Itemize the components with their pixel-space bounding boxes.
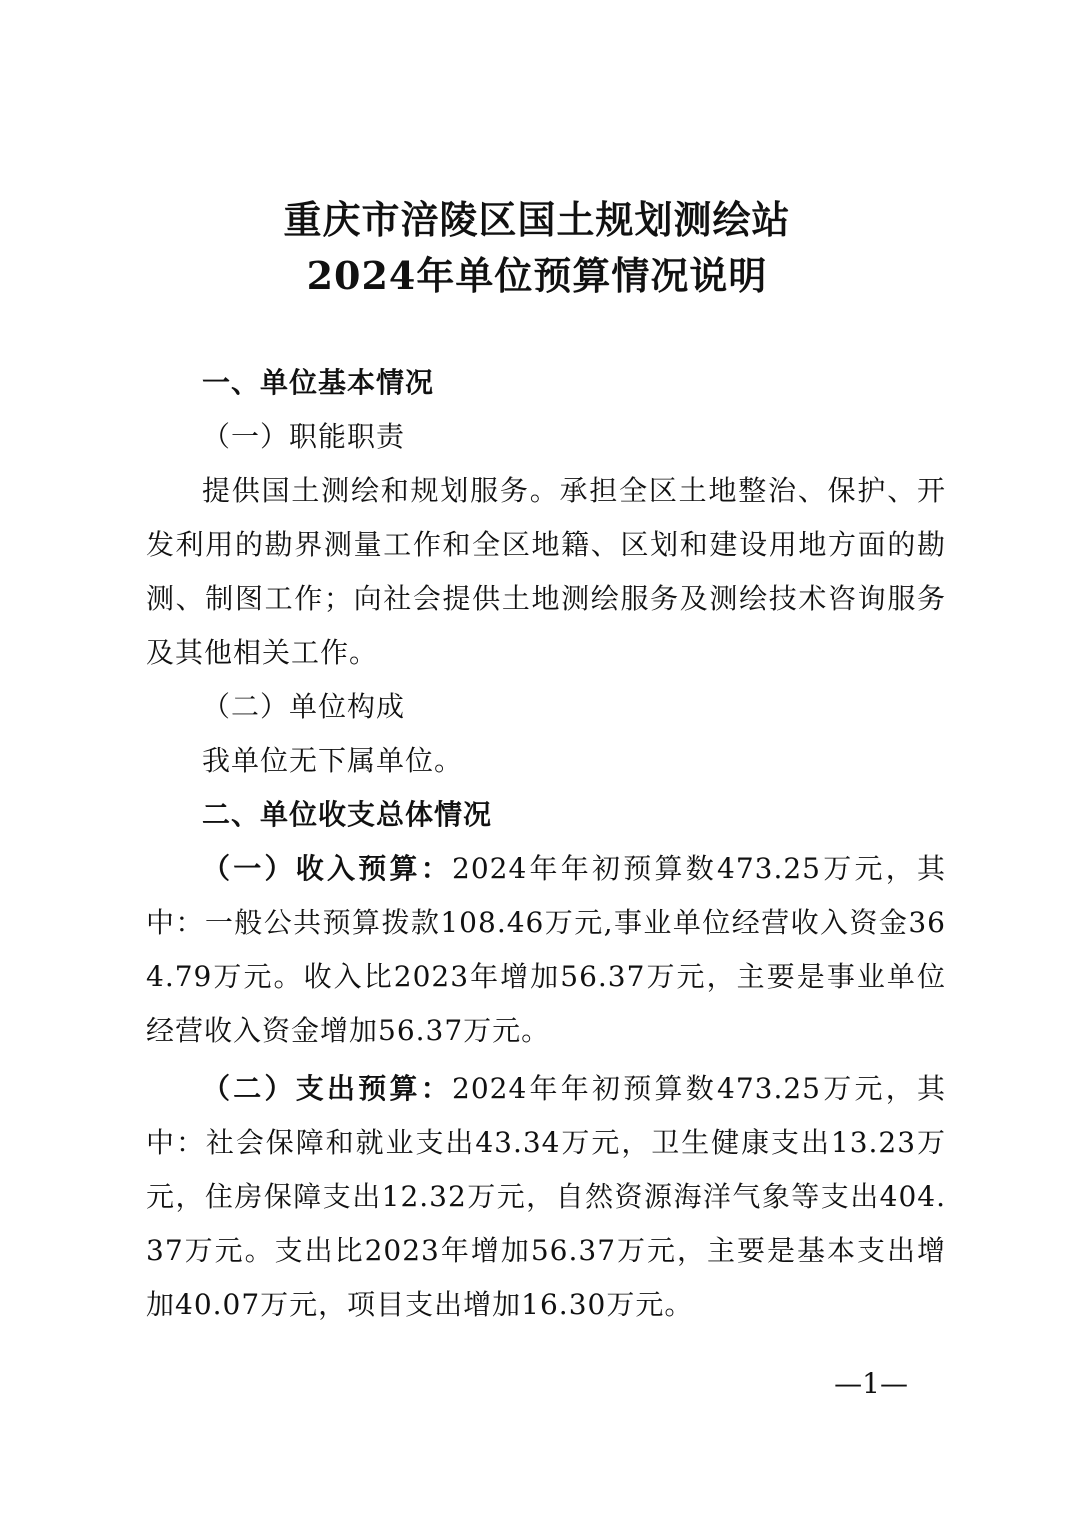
income-budget-text: 2024年年初预算数473.25万元，其中：一般公共预算拨款108.46万元,事业单位经营收入资金364.79万元。收入比2023年增加56.37万元，主要是事业单位经营收入资金增加56.37万元。: [146, 852, 946, 1047]
section-heading-basic-info: 一、单位基本情况: [202, 366, 435, 399]
page-number: —1—: [834, 1367, 908, 1400]
expense-budget-text: 2024年年初预算数473.25万元，其中：社会保障和就业支出43.34万元，卫生健康支出13.23万元，住房保障支出12.32万元，自然资源海洋气象等支出404.37万元。支出比2023年增加56.37万元，主要是基本支出增加40.07万元，项目支出增加16.30万元。: [146, 1072, 946, 1321]
section-heading-budget-overview: 二、单位收支总体情况: [202, 798, 493, 831]
paragraph-composition: 我单位无下属单位。: [202, 744, 464, 777]
paragraph-expense-budget: [146, 1062, 946, 1332]
document-body: [146, 356, 946, 1332]
paragraph-income-budget: [146, 842, 946, 1058]
paragraph-functions: 提供国土测绘和规划服务。承担全区土地整治、保护、开发利用的勘界测量工作和全区地籍、区划和建设用地方面的勘测、制图工作；向社会提供土地测绘服务及测绘技术咨询服务及其他相关工作。: [146, 474, 946, 669]
subsection-heading-functions: （一）职能职责: [202, 420, 406, 453]
document-title-line1: 重庆市涪陵区国土规划测绘站: [283, 197, 791, 242]
expense-budget-lead: （二）支出预算：: [202, 1072, 453, 1105]
subsection-heading-composition: （二）单位构成: [202, 690, 406, 723]
income-budget-lead: （一）收入预算：: [202, 852, 453, 885]
document-title-line2: 2024年单位预算情况说明: [306, 253, 768, 298]
